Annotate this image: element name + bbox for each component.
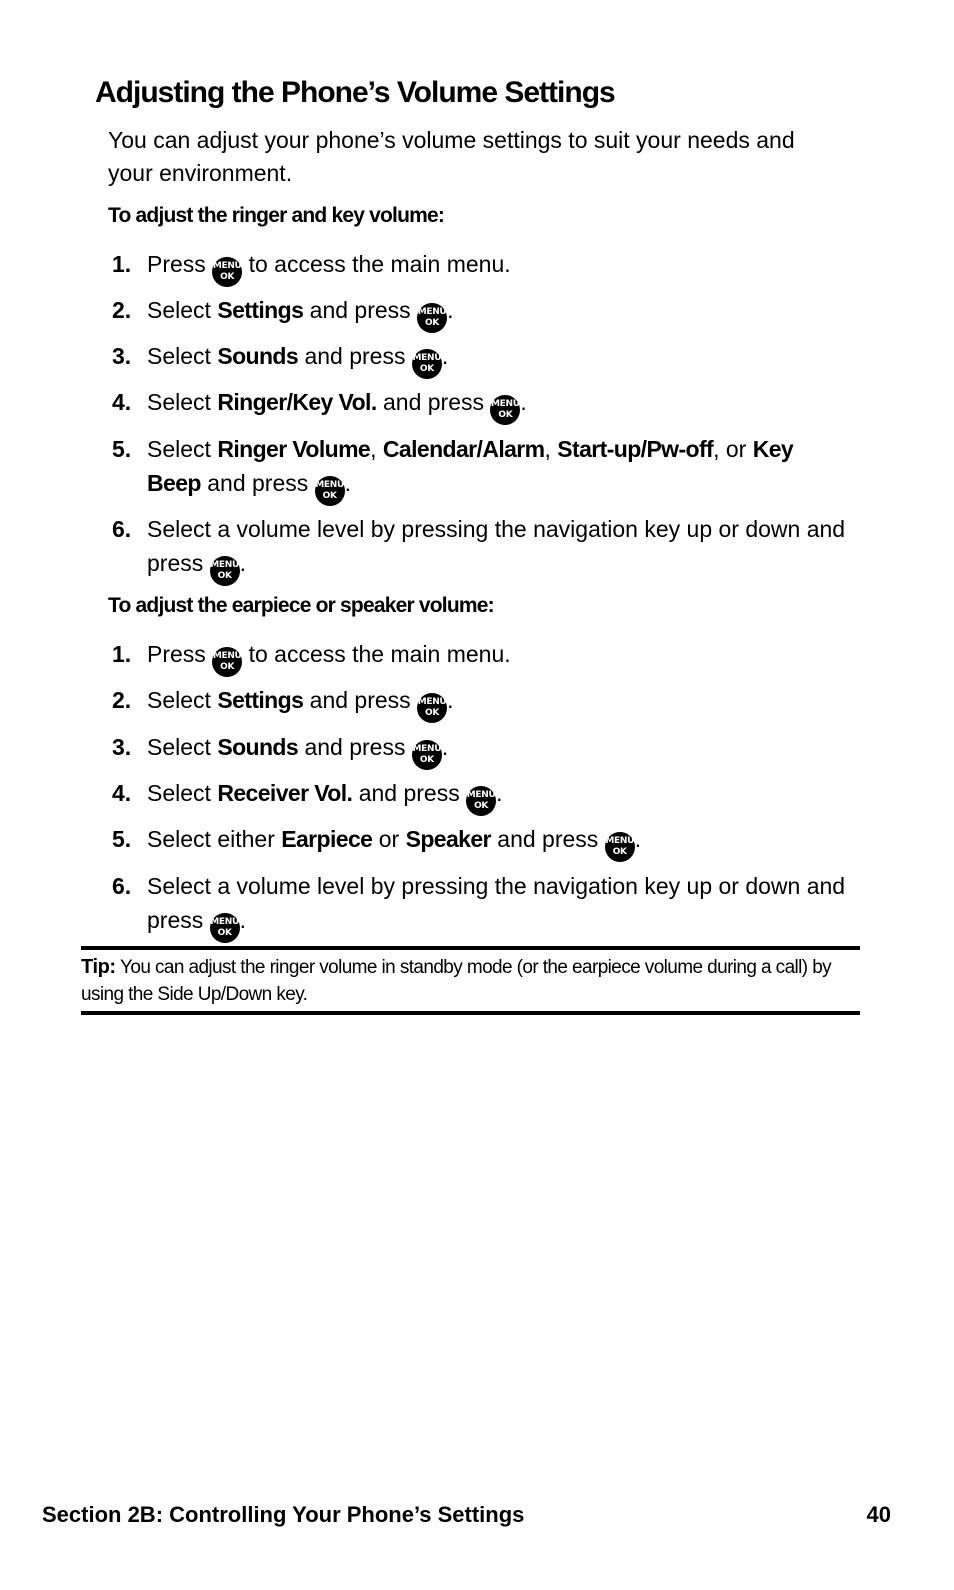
ringer-step-6: 6. Select a volume level by pressing the navigation key up or down and press MENU OK . xyxy=(112,512,852,586)
step-text: Select xyxy=(147,343,211,369)
step-text: Select a volume level by pressing the navigation key up or down and press xyxy=(147,516,846,576)
step-number: 3. xyxy=(112,343,132,369)
earpiece-step-5: 5. Select either Earpiece or Speaker and press MENU OK . xyxy=(112,822,852,862)
step-text: and press xyxy=(304,734,406,760)
step-text: and press xyxy=(383,389,485,415)
menu-option: Key Beep xyxy=(147,436,794,496)
step-number: 1. xyxy=(112,251,132,277)
menu-ok-key-icon: MENU OK xyxy=(412,740,442,770)
menu-option: Calendar/Alarm xyxy=(382,436,545,462)
step-number: 3. xyxy=(112,734,132,760)
step-text: and press xyxy=(358,780,460,806)
menu-option: Earpiece xyxy=(281,826,373,852)
step-text: Select xyxy=(147,687,211,713)
ringer-step-3: 3. Select Sounds and press MENU OK . xyxy=(112,339,852,379)
step-text: and press xyxy=(309,687,411,713)
menu-option: Sounds xyxy=(217,343,299,369)
menu-option: Start-up/Pw-off xyxy=(557,436,714,462)
ringer-step-4: 4. Select Ringer/Key Vol. and press MENU OK . xyxy=(112,385,852,425)
menu-option: Sounds xyxy=(217,734,299,760)
step-text: Select xyxy=(147,780,211,806)
step-number: 5. xyxy=(112,826,132,852)
step-text: and press xyxy=(309,297,411,323)
earpiece-heading: To adjust the earpiece or speaker volume: xyxy=(108,594,494,617)
step-number: 1. xyxy=(112,641,132,667)
step-number: 6. xyxy=(112,873,132,899)
step-text: Select xyxy=(147,389,211,415)
step-text: and press xyxy=(497,826,599,852)
tip-text: You can adjust the ringer volume in standby mode (or the earpiece volume during a call) by using the Side Up/Down key. xyxy=(81,957,832,1005)
step-number: 5. xyxy=(112,436,132,462)
ringer-heading: To adjust the ringer and key volume: xyxy=(108,204,445,227)
step-number: 4. xyxy=(112,780,132,806)
menu-ok-key-icon: MENU OK xyxy=(212,647,242,677)
ringer-step-2: 2. Select Settings and press MENU OK . xyxy=(112,293,852,333)
earpiece-step-1 xyxy=(112,637,852,677)
step-text: to access the main menu. xyxy=(248,641,511,667)
menu-option: Ringer Volume xyxy=(217,436,371,462)
intro-paragraph: You can adjust your phone’s volume settings to suit your needs and your environment. xyxy=(108,127,795,186)
menu-ok-key-icon: MENU OK xyxy=(210,556,240,586)
page-number: 40 xyxy=(866,1502,891,1527)
earpiece-step-4: 4. Select Receiver Vol. and press MENU OK . xyxy=(112,776,852,816)
menu-ok-key-icon: MENU OK xyxy=(315,476,345,506)
menu-option: Ringer/Key Vol. xyxy=(217,389,377,415)
step-number: 6. xyxy=(112,516,132,542)
step-text: Select a volume level by pressing the navigation key up or down and press xyxy=(147,873,846,933)
tip-bottom-rule xyxy=(81,1011,860,1015)
menu-option: Receiver Vol. xyxy=(217,780,353,806)
ringer-step-1 xyxy=(112,247,852,287)
menu-ok-key-icon: MENU OK xyxy=(466,786,496,816)
menu-ok-key-icon: MENU OK xyxy=(417,303,447,333)
menu-ok-key-icon: MENU OK xyxy=(412,349,442,379)
tip-label: Tip: xyxy=(81,956,116,978)
step-text: Select either xyxy=(147,826,275,852)
menu-option: Speaker xyxy=(405,826,491,852)
earpiece-step-3: 3. Select Sounds and press MENU OK . xyxy=(112,730,852,770)
ringer-step-5: 5. Select Ringer Volume, Calendar/Alarm, Start-up/Pw-off, or Key Beep and press MENU OK . xyxy=(112,432,852,506)
step-number: 2. xyxy=(112,297,132,323)
step-text: Press xyxy=(147,641,206,667)
menu-ok-key-icon: MENU OK xyxy=(212,257,242,287)
earpiece-step-6: 6. Select a volume level by pressing the navigation key up or down and press MENU OK . xyxy=(112,869,852,943)
earpiece-step-2: 2. Select Settings and press MENU OK . xyxy=(112,683,852,723)
step-text: to access the main menu. xyxy=(248,251,511,277)
step-text: Select xyxy=(147,436,211,462)
footer-section-title: Section 2B: Controlling Your Phone’s Settings xyxy=(42,1502,525,1527)
tip-top-rule xyxy=(81,946,860,950)
menu-ok-key-icon: MENU OK xyxy=(417,693,447,723)
step-number: 2. xyxy=(112,687,132,713)
menu-ok-key-icon: MENU OK xyxy=(490,395,520,425)
step-text: Press xyxy=(147,251,206,277)
menu-ok-key-icon: MENU OK xyxy=(605,832,635,862)
step-text: Select xyxy=(147,297,211,323)
step-text: Select xyxy=(147,734,211,760)
menu-option: Settings xyxy=(217,297,304,323)
step-text: and press xyxy=(207,470,309,496)
step-number: 4. xyxy=(112,389,132,415)
tip-note xyxy=(81,954,860,1008)
page-title: Adjusting the Phone’s Volume Settings xyxy=(95,76,615,109)
step-text: and press xyxy=(304,343,406,369)
menu-ok-key-icon: MENU OK xyxy=(210,913,240,943)
menu-option: Settings xyxy=(217,687,304,713)
